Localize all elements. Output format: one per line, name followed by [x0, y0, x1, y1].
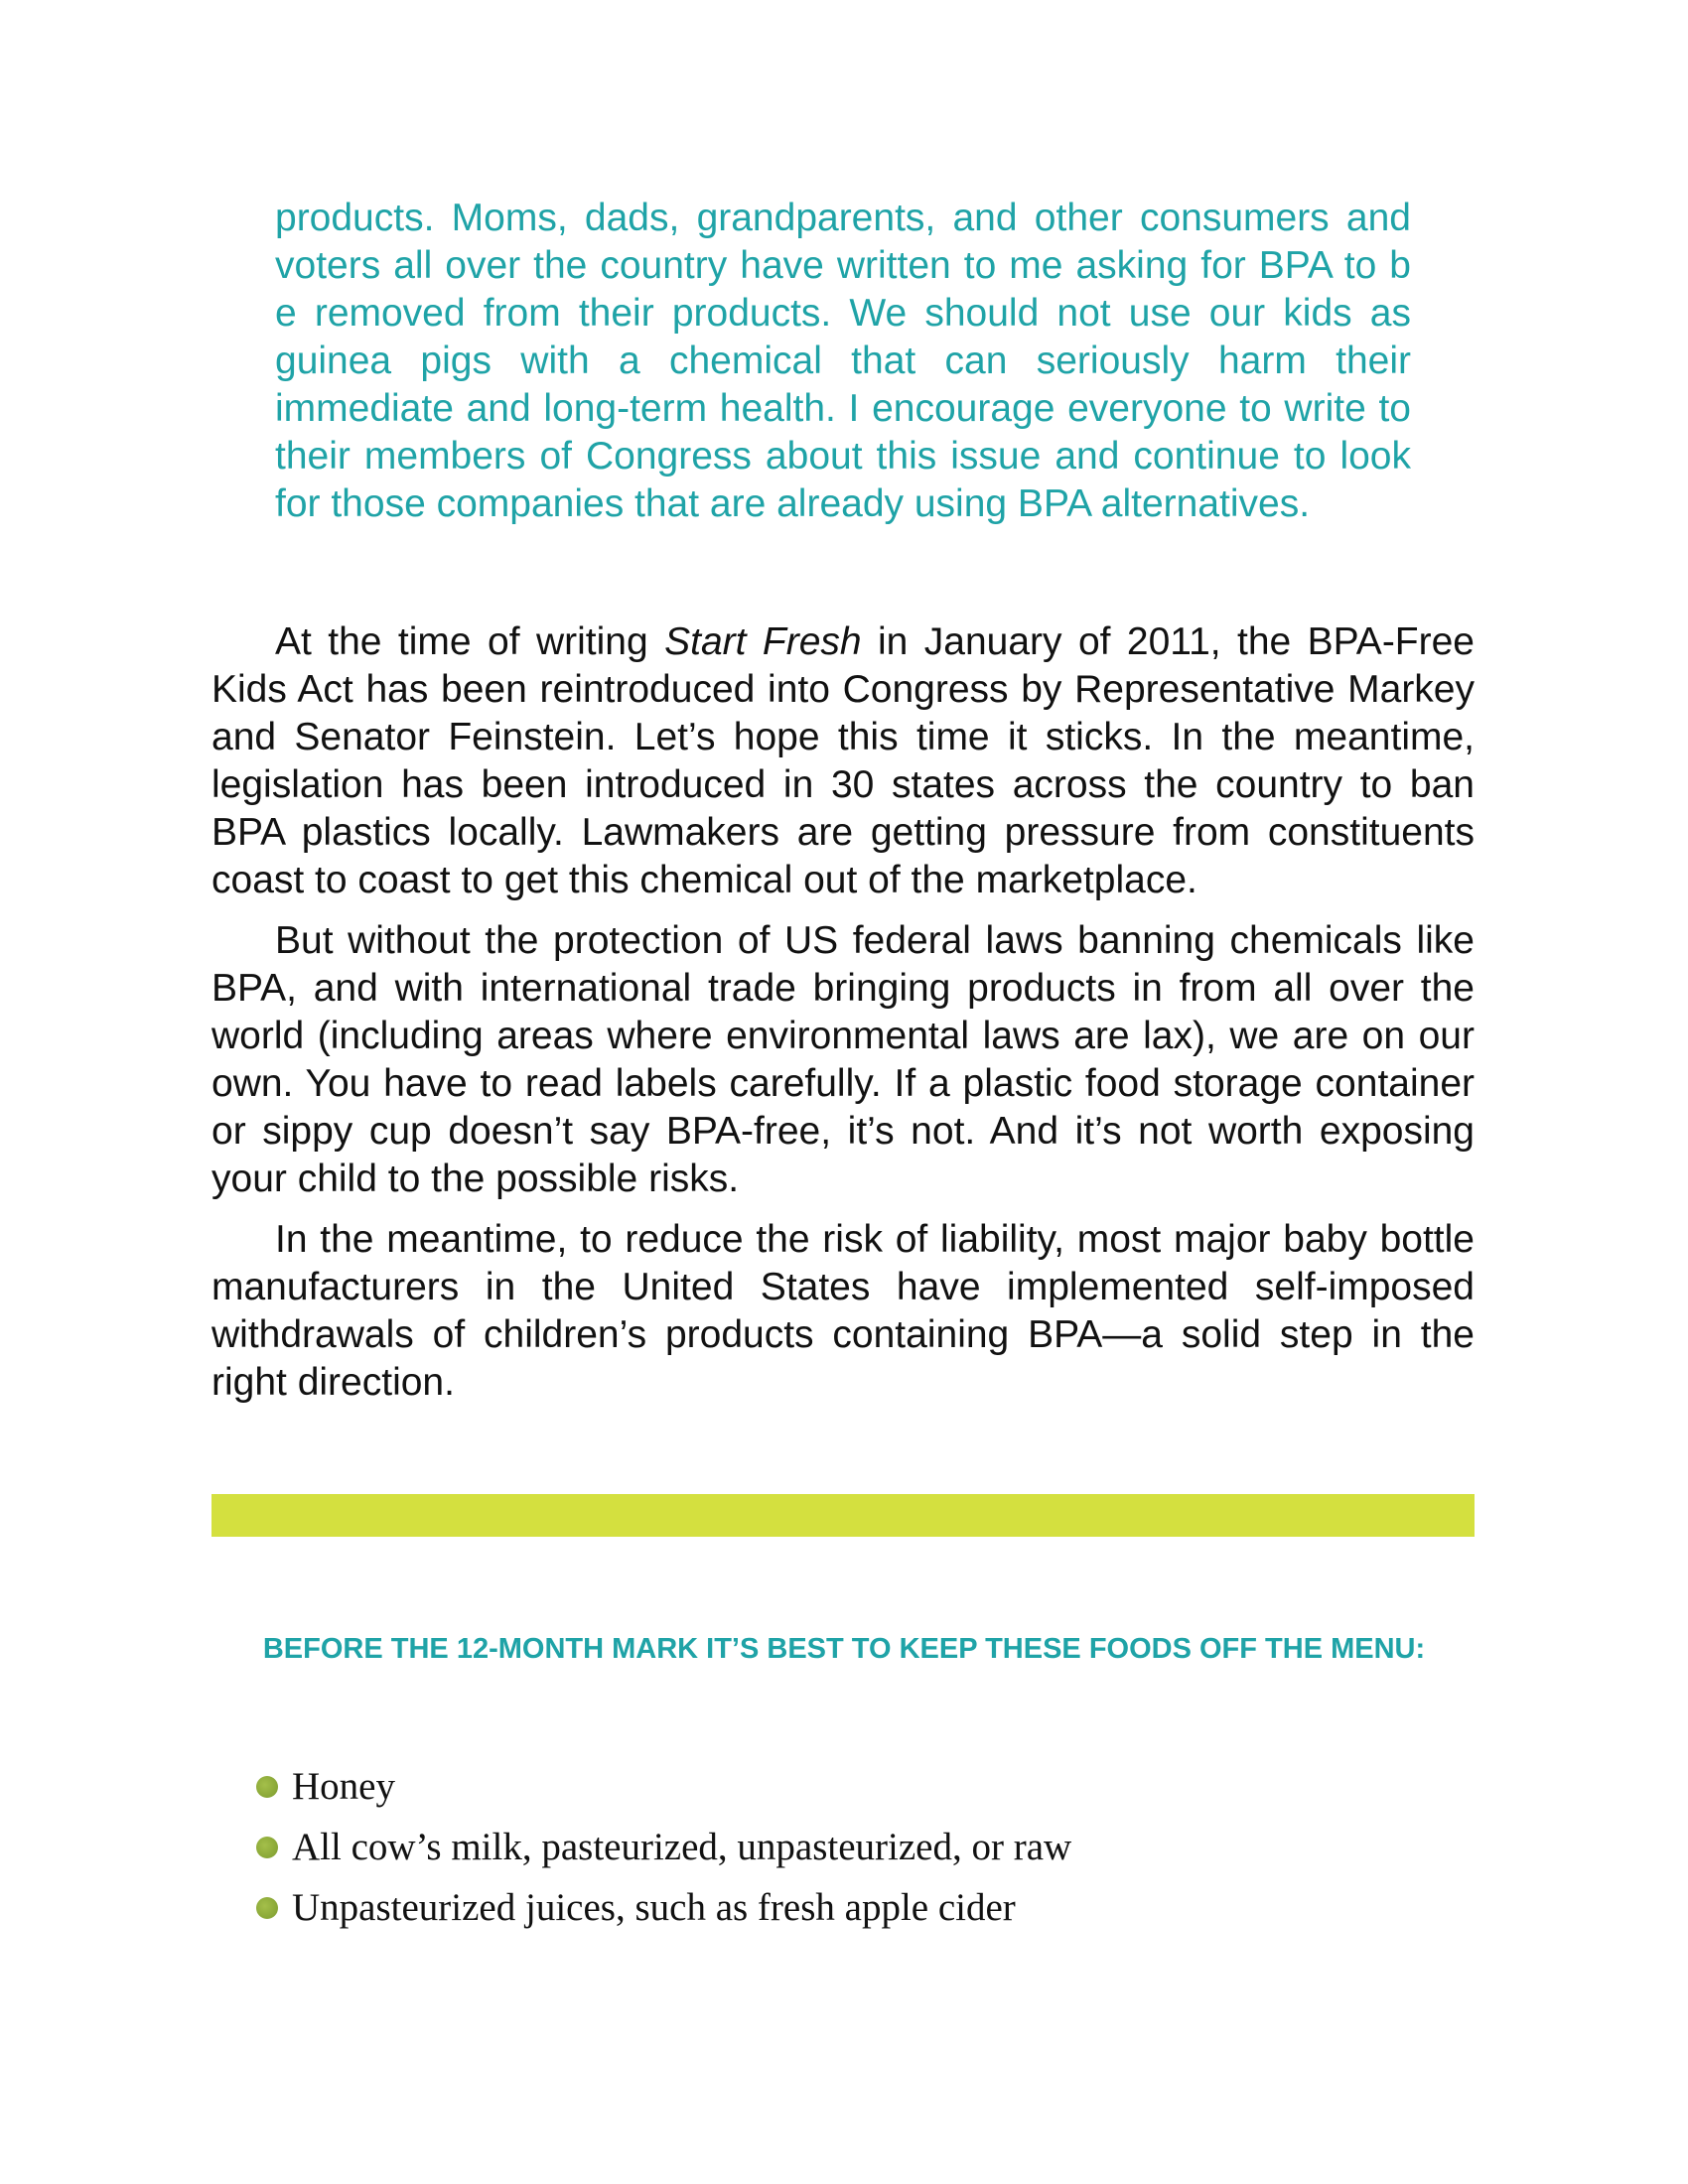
list-item-text: Unpasteurized juices, such as fresh apple cider	[292, 1886, 1016, 1929]
bullet-icon	[256, 1897, 278, 1919]
paragraph-2: But without the protection of US federal laws banning chemicals like BPA, and with international trade bringing products in from all over the world (including areas where environmental laws are lax), we are on our own. You have to read labels carefully. If a plastic food storage container or sippy cup doesn’t say BPA-free, it’s not. And it’s not worth exposing your child to the possible risks.	[211, 919, 1475, 1200]
paragraph-1	[211, 618, 1475, 904]
list-item	[256, 1756, 1071, 1817]
bullet-icon	[256, 1837, 278, 1858]
paragraph-3: In the meantime, to reduce the risk of liability, most major baby bottle manufacturers in the United States have implemented self-imposed withdrawals of children’s products containing BPA—a solid step in the right direction.	[211, 1218, 1475, 1404]
list-item	[256, 1877, 1071, 1938]
paragraph-1-rest: in January of 2011, the BPA-Free Kids Act has been reintroduced into Congress by Representative Markey and Senator Feinstein. Let’s hope this time it sticks. In the meantime, legislation has been introduced in 30 states across the country to ban BPA plastics locally. Lawmakers are getting pressure from constituents coast to coast to get this chemical out of the marketplace.	[211, 620, 1475, 901]
list-item-text: All cow’s milk, pasteurized, unpasteurized, or raw	[292, 1826, 1072, 1868]
body-text	[211, 618, 1475, 1420]
list-item	[256, 1817, 1071, 1877]
bullet-icon	[256, 1776, 278, 1798]
food-list-heading: BEFORE THE 12-MONTH MARK IT’S BEST TO KEEP THESE FOODS OFF THE MENU:	[262, 1633, 1426, 1665]
quote-block: products. Moms, dads, grandparents, and other consumers and voters all over the country have written to me asking for BPA to b e removed from their products. We should not use our kids as guinea pigs with a chemical that can seriously harm their immediate and long-term health. I encourage everyone to write to their members of Congress about this issue and continue to look for those companies that are already using BPA alternatives.	[275, 197, 1411, 525]
section-divider-bar	[211, 1494, 1475, 1537]
paragraph-1-lead: At the time of writing	[275, 620, 665, 663]
food-list	[256, 1756, 1071, 1938]
book-title: Start Fresh	[664, 620, 862, 663]
list-item-text: Honey	[292, 1765, 395, 1808]
